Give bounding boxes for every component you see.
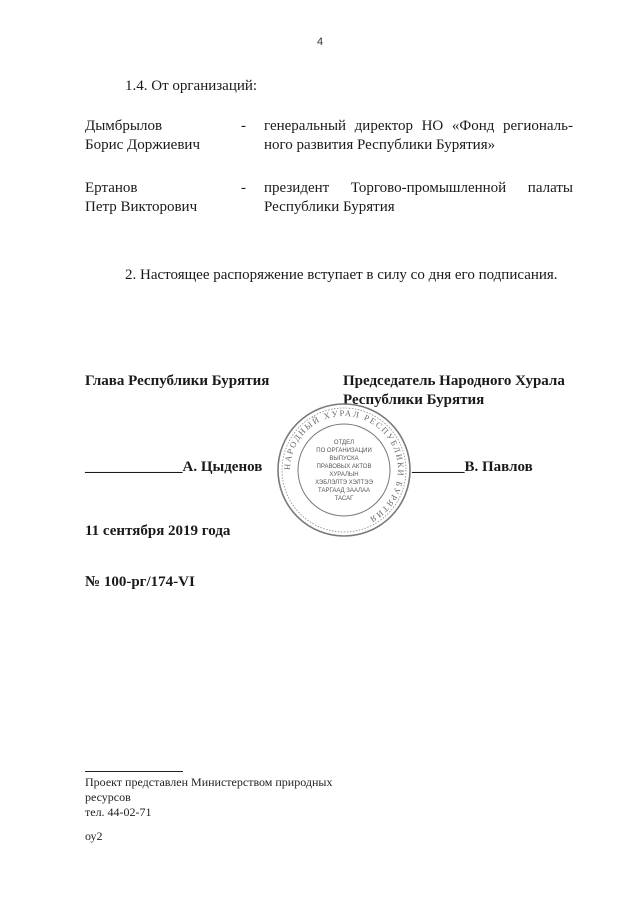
document-number: № 100-рг/174-VI (85, 574, 195, 590)
official-seal (276, 402, 412, 538)
member-2-role-line1: президент Торгово-промышленной палаты (264, 180, 573, 196)
member-1-dash: - (241, 118, 246, 134)
seal-line-1: ОТДЕЛ (333, 440, 355, 446)
footnote-line-1: Проект представлен Министерством природных (85, 775, 333, 789)
seal-line-3: ВЫПУСКА (329, 456, 359, 462)
document-date: 11 сентября 2019 года (85, 523, 231, 539)
member-1-role-line2: ного развития Республики Бурятия» (264, 137, 496, 153)
member-1-surname: Дымбрылов (85, 118, 163, 134)
signature-left-title: Глава Республики Бурятия (85, 373, 270, 389)
seal-line-5: ХУРАЛЫН (329, 472, 359, 478)
section-heading: 1.4. От организаций: (125, 78, 258, 94)
signature-left-line: _____________А. Цыденов (85, 459, 263, 475)
member-2-name (85, 179, 197, 217)
member-2-role-line2: Республики Бурятия (264, 199, 395, 215)
signature-right-title-line1: Председатель Народного Хурала (343, 373, 565, 389)
footnote-divider (85, 771, 183, 772)
signature-right-line: _______В. Павлов (412, 459, 533, 475)
member-2-surname: Ертанов (85, 180, 138, 196)
seal-graphic (276, 402, 412, 538)
page-number: 4 (316, 36, 324, 48)
footnote-block (85, 775, 332, 820)
member-1-name (85, 117, 200, 155)
seal-ring-text: НАРОДНЫЙ ХУРАЛ РЕСПУБЛИКИ БУРЯТИЯ (281, 407, 407, 526)
seal-line-8: ТАСАГ (334, 496, 354, 502)
seal-line-6: ХЭБЛЭЛТЭ ХЭЛТЭЭ (315, 480, 373, 486)
seal-line-4: ПРАВОВЫХ АКТОВ (316, 464, 372, 470)
member-1-given: Борис Доржиевич (85, 137, 200, 153)
member-1-role (264, 117, 573, 155)
seal-line-7: ТАРГААД ЗААЛАА (318, 488, 370, 494)
member-2-role (264, 179, 573, 217)
footnote-phone: тел. 44-02-71 (85, 805, 152, 819)
clause-2: 2. Настоящее распоряжение вступает в силу со дня его подписания. (125, 267, 558, 283)
footnote-code: оу2 (85, 829, 103, 843)
signature-right-title-line2: Республики Бурятия (343, 392, 485, 408)
footnote-line-2: ресурсов (85, 790, 131, 804)
member-2-given: Петр Викторович (85, 199, 198, 215)
seal-line-2: ПО ОРГАНИЗАЦИИ (316, 448, 372, 454)
member-1-role-line1: генеральный директор НО «Фонд региональ- (264, 118, 573, 134)
member-2-dash: - (241, 180, 246, 196)
